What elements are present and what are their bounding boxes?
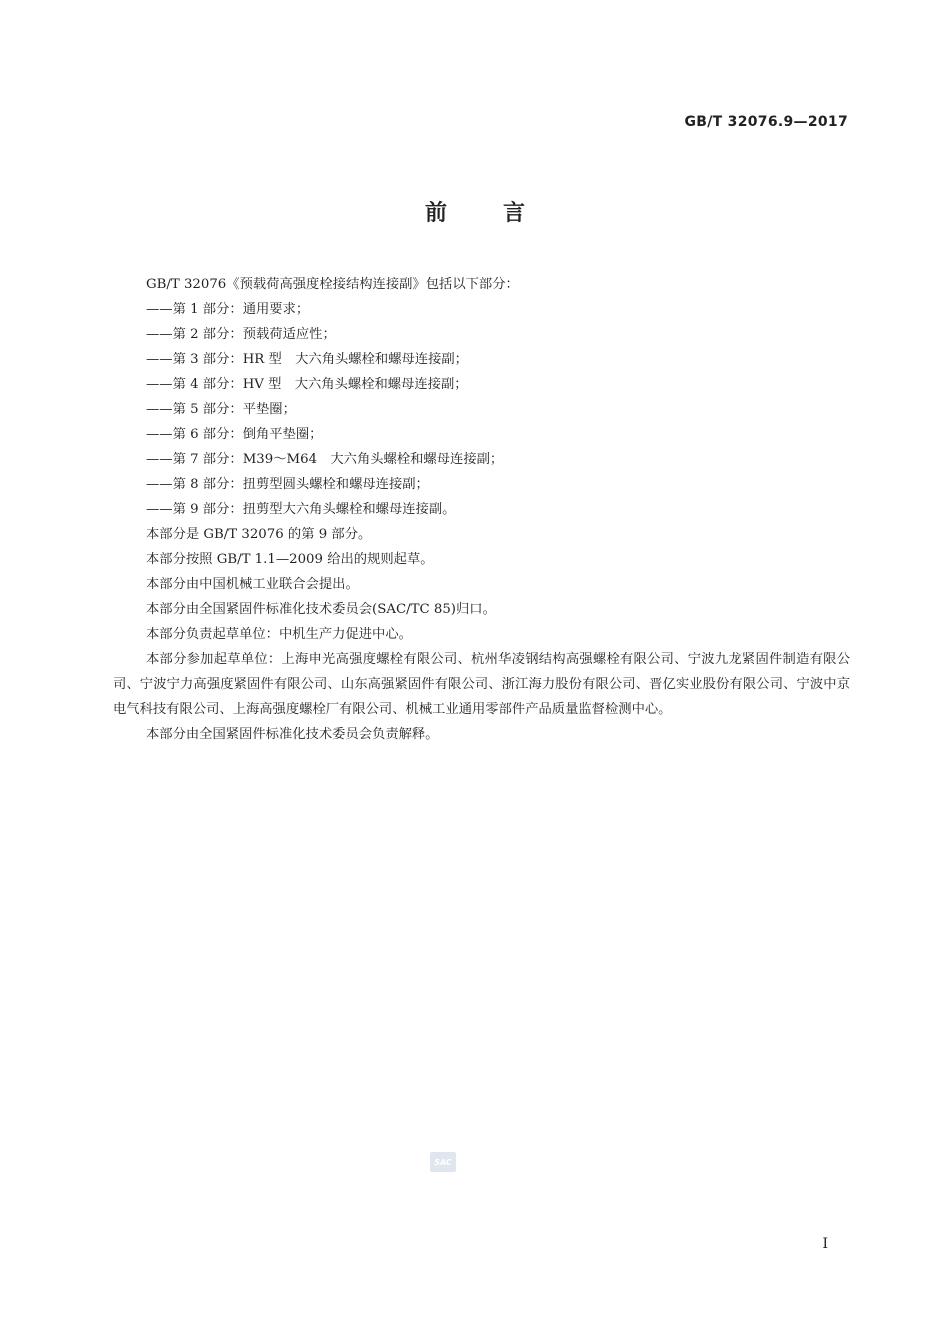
part-item: ——第 9 部分：扭剪型大六角头螺栓和螺母连接副。 xyxy=(146,502,456,517)
part-item: ——第 7 部分：M39～M64 大六角头螺栓和螺母连接副； xyxy=(146,452,504,467)
page-title: 前言 xyxy=(424,201,581,226)
intro-paragraph: GB/T 32076《预载荷高强度栓接结构连接副》包括以下部分： xyxy=(146,277,519,292)
body-paragraph: 本部分负责起草单位：中机生产力促进中心。 xyxy=(146,627,412,642)
part-item: ——第 2 部分：预载荷适应性； xyxy=(146,327,336,342)
part-item: ——第 6 部分：倒角平垫圈； xyxy=(146,427,323,442)
body-paragraph: 本部分由全国紧固件标准化技术委员会(SAC/TC 85)归口。 xyxy=(146,602,496,617)
document-body xyxy=(113,272,850,747)
part-item: ——第 4 部分：HV 型 大六角头螺栓和螺母连接副； xyxy=(146,377,468,392)
body-paragraph: 本部分按照 GB/T 1.1—2009 给出的规则起草。 xyxy=(146,552,434,567)
page-number: I xyxy=(822,1236,828,1252)
body-paragraph: 本部分由中国机械工业联合会提出。 xyxy=(146,577,359,592)
body-paragraph: 本部分由全国紧固件标准化技术委员会负责解释。 xyxy=(146,727,439,742)
part-item: ——第 1 部分：通用要求； xyxy=(146,302,310,317)
body-paragraph: 本部分参加起草单位：上海申光高强度螺栓有限公司、杭州华凌钢结构高强螺栓有限公司、宁波九龙紧固件制造有限公司、宁波宁力高强度紧固件有限公司、山东高强紧固件有限公司、浙江海力股份有限公司、晋亿实业股份有限公司、宁波中京电气科技有限公司、上海高强度螺栓厂有限公司、机械工业通用零部件产品质量监督检测中心。 xyxy=(113,652,850,717)
part-item: ——第 3 部分：HR 型 大六角头螺栓和螺母连接副； xyxy=(146,352,468,367)
standard-number: GB/T 32076.9—2017 xyxy=(684,114,848,130)
part-item: ——第 5 部分：平垫圈； xyxy=(146,402,296,417)
body-paragraph: 本部分是 GB/T 32076 的第 9 部分。 xyxy=(146,527,372,542)
sac-watermark-logo: SAC xyxy=(430,1152,456,1172)
part-item: ——第 8 部分：扭剪型圆头螺栓和螺母连接副； xyxy=(146,477,429,492)
